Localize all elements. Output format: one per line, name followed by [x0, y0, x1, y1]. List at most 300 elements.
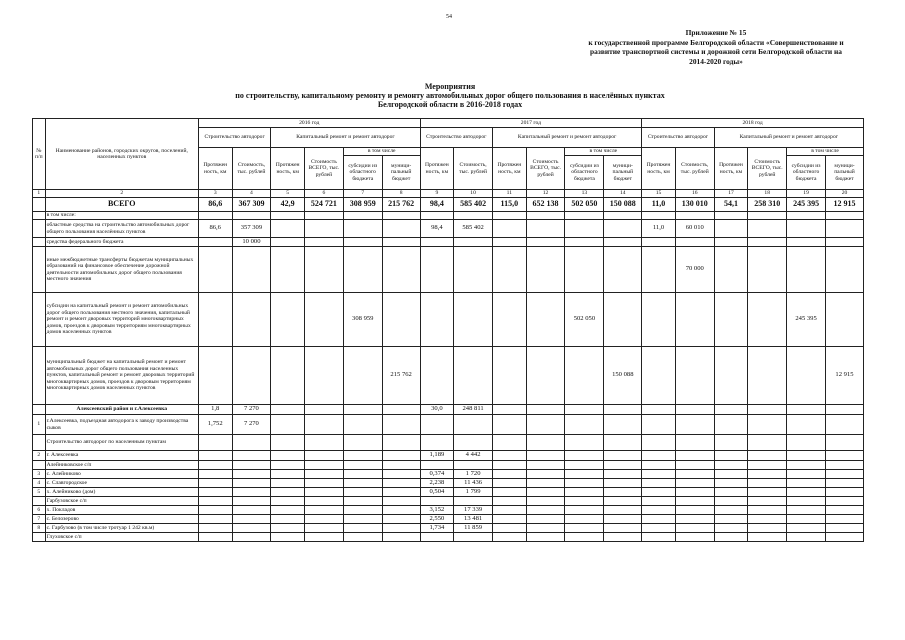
table-row	[33, 220, 864, 238]
table-cell	[714, 470, 748, 479]
table-cell	[604, 451, 642, 461]
table-cell	[826, 479, 864, 488]
table-cell	[232, 461, 271, 470]
table-cell	[826, 451, 864, 461]
table-cell	[493, 488, 527, 497]
table-cell	[526, 293, 565, 347]
table-cell	[826, 238, 864, 247]
table-cell	[232, 488, 271, 497]
table-cell	[826, 524, 864, 533]
table-cell: 7 270	[232, 405, 271, 415]
row-number	[33, 198, 46, 212]
table-cell	[343, 405, 382, 415]
table-cell	[420, 533, 454, 542]
column-number: 3	[198, 190, 232, 198]
table-cell	[748, 451, 787, 461]
table-cell	[787, 479, 826, 488]
table-cell	[198, 451, 232, 461]
table-cell	[748, 524, 787, 533]
table-cell	[198, 212, 232, 220]
row-number	[33, 212, 46, 220]
table-cell	[748, 347, 787, 405]
row-label: ВСЕГО	[45, 198, 198, 212]
table-cell	[565, 488, 604, 497]
table-cell: 13 481	[454, 515, 493, 524]
column-number: 7	[343, 190, 382, 198]
table-cell	[382, 533, 420, 542]
table-cell	[420, 238, 454, 247]
table-cell	[493, 293, 527, 347]
table-cell	[382, 405, 420, 415]
table-cell: 12 915	[826, 347, 864, 405]
table-cell	[787, 220, 826, 238]
table-cell	[787, 451, 826, 461]
table-cell	[232, 479, 271, 488]
table-cell	[526, 212, 565, 220]
table-row	[33, 212, 864, 220]
table-cell	[271, 435, 305, 451]
table-cell	[454, 415, 493, 435]
row-number: 1	[33, 415, 46, 435]
table-cell	[826, 415, 864, 435]
header-cost: Стоимость, тыс. рублей	[232, 148, 271, 190]
table-cell	[748, 293, 787, 347]
header-municipal: муници-пальный бюджет	[826, 156, 864, 190]
row-label: средства федерального бюджета	[45, 238, 198, 247]
table-cell	[714, 435, 748, 451]
table-cell	[642, 212, 676, 220]
table-cell	[748, 405, 787, 415]
table-cell	[271, 506, 305, 515]
column-number: 8	[382, 190, 420, 198]
table-cell	[787, 497, 826, 506]
header-repair: Капитальный ремонт и ремонт автодорог	[714, 128, 863, 148]
table-cell: 30,0	[420, 405, 454, 415]
table-cell: 86,6	[198, 198, 232, 212]
table-cell	[382, 435, 420, 451]
table-cell: 86,6	[198, 220, 232, 238]
table-cell	[748, 497, 787, 506]
table-cell: 115,0	[493, 198, 527, 212]
table-cell	[271, 461, 305, 470]
table-cell: 524 721	[304, 198, 343, 212]
table-cell: 0,504	[420, 488, 454, 497]
table-cell	[675, 506, 714, 515]
row-number: 5	[33, 488, 46, 497]
table-cell	[382, 479, 420, 488]
table-cell	[493, 405, 527, 415]
table-cell	[714, 212, 748, 220]
table-cell	[565, 461, 604, 470]
table-cell	[198, 238, 232, 247]
table-cell: 150 088	[604, 198, 642, 212]
header-construction: Строительство автодорог	[420, 128, 492, 148]
row-number: 4	[33, 479, 46, 488]
table-cell	[565, 435, 604, 451]
table-cell: 70 000	[675, 247, 714, 293]
table-cell	[271, 451, 305, 461]
table-cell	[304, 479, 343, 488]
table-cell	[304, 238, 343, 247]
table-cell: 3,152	[420, 506, 454, 515]
table-cell	[604, 247, 642, 293]
row-number: 6	[33, 506, 46, 515]
table-cell	[526, 497, 565, 506]
table-cell	[714, 488, 748, 497]
table-cell	[420, 497, 454, 506]
table-cell	[493, 451, 527, 461]
header-subsidy: субсидии из областного бюджета	[787, 156, 826, 190]
table-cell	[748, 506, 787, 515]
table-cell	[604, 435, 642, 451]
table-cell	[642, 435, 676, 451]
row-label: г. Алексеевка	[45, 451, 198, 461]
table-cell	[198, 293, 232, 347]
table-cell	[642, 524, 676, 533]
table-cell	[493, 470, 527, 479]
table-cell	[748, 470, 787, 479]
table-cell	[304, 515, 343, 524]
measures-table	[32, 118, 864, 542]
table-cell	[343, 506, 382, 515]
table-cell	[642, 533, 676, 542]
table-cell	[343, 533, 382, 542]
table-cell	[565, 220, 604, 238]
table-cell	[271, 479, 305, 488]
table-cell	[675, 515, 714, 524]
row-label: с. Гарбузово (в том числе тротуар 1 242 кв.м)	[45, 524, 198, 533]
table-cell	[714, 347, 748, 405]
table-cell	[714, 405, 748, 415]
table-cell	[748, 238, 787, 247]
row-label: с. Белозерово	[45, 515, 198, 524]
table-cell	[198, 470, 232, 479]
row-number	[33, 220, 46, 238]
table-cell	[343, 247, 382, 293]
row-label: с. Славгородское	[45, 479, 198, 488]
table-cell	[826, 497, 864, 506]
row-label: г.Алексеевка, подъездная автодорога к заводу производства сыков	[45, 415, 198, 435]
table-cell	[493, 238, 527, 247]
table-cell	[304, 415, 343, 435]
table-cell: 502 050	[565, 198, 604, 212]
table-cell	[714, 247, 748, 293]
table-cell	[343, 435, 382, 451]
table-cell	[675, 488, 714, 497]
column-number: 18	[748, 190, 787, 198]
table-cell	[642, 247, 676, 293]
header-cost: Стоимость, тыс. рублей	[454, 148, 493, 190]
column-number: 14	[604, 190, 642, 198]
table-cell	[642, 506, 676, 515]
table-cell	[271, 247, 305, 293]
table-cell	[493, 347, 527, 405]
table-cell	[787, 470, 826, 479]
table-cell	[198, 488, 232, 497]
table-cell: 502 050	[565, 293, 604, 347]
total-row	[33, 198, 864, 212]
table-cell	[382, 220, 420, 238]
table-cell	[642, 451, 676, 461]
table-cell	[304, 506, 343, 515]
table-cell	[675, 470, 714, 479]
row-number	[33, 347, 46, 405]
table-cell	[382, 415, 420, 435]
table-cell	[748, 220, 787, 238]
table-cell	[787, 238, 826, 247]
table-cell	[198, 506, 232, 515]
table-cell	[454, 435, 493, 451]
table-cell	[826, 506, 864, 515]
table-cell	[748, 461, 787, 470]
table-cell	[604, 461, 642, 470]
header-repair: Капитальный ремонт и ремонт автодорог	[271, 128, 420, 148]
table-cell	[232, 533, 271, 542]
table-row	[33, 470, 864, 479]
table-cell	[565, 470, 604, 479]
table-cell	[748, 247, 787, 293]
table-cell	[493, 247, 527, 293]
table-cell	[826, 293, 864, 347]
table-cell	[382, 238, 420, 247]
table-cell	[604, 220, 642, 238]
table-cell	[604, 479, 642, 488]
table-cell	[343, 212, 382, 220]
table-cell	[526, 488, 565, 497]
table-cell	[304, 524, 343, 533]
table-cell	[271, 488, 305, 497]
table-cell	[748, 479, 787, 488]
header-length: Протяжен ность, км	[642, 148, 676, 190]
table-cell	[454, 347, 493, 405]
table-cell: 54,1	[714, 198, 748, 212]
table-cell	[787, 461, 826, 470]
row-label: х. Алейниково (дом)	[45, 488, 198, 497]
table-cell	[304, 220, 343, 238]
table-cell	[493, 533, 527, 542]
table-cell	[675, 479, 714, 488]
table-cell	[714, 479, 748, 488]
table-row	[33, 415, 864, 435]
table-cell	[232, 212, 271, 220]
table-cell	[642, 405, 676, 415]
document-title	[170, 82, 730, 109]
table-cell	[826, 533, 864, 542]
table-cell	[382, 515, 420, 524]
table-cell: 258 310	[748, 198, 787, 212]
table-cell: 1 799	[454, 488, 493, 497]
table-cell	[304, 347, 343, 405]
table-cell	[454, 533, 493, 542]
table-cell: 12 915	[826, 198, 864, 212]
table-cell	[675, 415, 714, 435]
row-label: Глуховское с/п	[45, 533, 198, 542]
table-cell	[714, 533, 748, 542]
table-cell	[271, 497, 305, 506]
table-cell	[343, 451, 382, 461]
table-cell	[304, 247, 343, 293]
table-cell	[526, 247, 565, 293]
table-cell	[604, 293, 642, 347]
table-cell	[826, 461, 864, 470]
table-cell	[714, 461, 748, 470]
header-total-cost: Стоимость ВСЕГО, тыс. рублей	[304, 148, 343, 190]
header-repair: Капитальный ремонт и ремонт автодорог	[493, 128, 642, 148]
table-cell	[675, 435, 714, 451]
table-cell	[382, 524, 420, 533]
table-cell	[714, 451, 748, 461]
table-cell	[604, 497, 642, 506]
table-cell	[787, 515, 826, 524]
table-row	[33, 497, 864, 506]
header-cost: Стоимость, тыс. рублей	[675, 148, 714, 190]
table-cell	[604, 506, 642, 515]
header-length: Протяжен ность, км	[420, 148, 454, 190]
table-cell	[565, 515, 604, 524]
table-cell	[382, 293, 420, 347]
table-cell	[382, 488, 420, 497]
table-cell	[304, 405, 343, 415]
table-cell	[675, 293, 714, 347]
row-number: 7	[33, 515, 46, 524]
table-cell: 7 270	[232, 415, 271, 435]
table-cell	[526, 451, 565, 461]
table-cell	[420, 212, 454, 220]
table-cell	[675, 497, 714, 506]
table-cell	[675, 405, 714, 415]
table-cell	[304, 470, 343, 479]
table-cell	[493, 524, 527, 533]
table-cell	[526, 524, 565, 533]
column-number: 10	[454, 190, 493, 198]
table-cell	[271, 533, 305, 542]
table-cell	[787, 247, 826, 293]
table-cell	[454, 293, 493, 347]
table-cell	[675, 533, 714, 542]
table-cell	[526, 470, 565, 479]
column-number: 2	[45, 190, 198, 198]
column-number: 16	[675, 190, 714, 198]
table-cell	[826, 405, 864, 415]
column-number: 1	[33, 190, 46, 198]
table-cell	[198, 497, 232, 506]
table-cell	[232, 497, 271, 506]
table-cell	[271, 347, 305, 405]
column-number: 19	[787, 190, 826, 198]
table-cell	[420, 347, 454, 405]
header-name: Наименование районов, городских округов, поселений, населенных пунктов	[45, 119, 198, 190]
table-cell	[675, 347, 714, 405]
table-cell	[232, 451, 271, 461]
row-label: Гарбузовское с/п	[45, 497, 198, 506]
table-cell: 11 859	[454, 524, 493, 533]
table-cell	[382, 506, 420, 515]
table-cell	[714, 293, 748, 347]
table-cell	[565, 533, 604, 542]
table-cell	[271, 238, 305, 247]
table-cell	[454, 238, 493, 247]
table-cell: 1,189	[420, 451, 454, 461]
table-cell	[382, 470, 420, 479]
table-cell	[787, 405, 826, 415]
table-cell	[454, 461, 493, 470]
header-including: в том числе	[787, 148, 864, 156]
header-total-cost: Стоимость ВСЕГО, тыс. рублей	[748, 148, 787, 190]
table-row	[33, 347, 864, 405]
table-cell	[787, 415, 826, 435]
table-cell	[343, 347, 382, 405]
table-cell	[232, 293, 271, 347]
table-cell	[271, 405, 305, 415]
header-construction: Строительство автодорог	[198, 128, 270, 148]
table-cell	[565, 405, 604, 415]
table-cell	[826, 488, 864, 497]
table-cell	[382, 461, 420, 470]
table-cell: 0,374	[420, 470, 454, 479]
table-cell	[271, 212, 305, 220]
table-cell	[232, 470, 271, 479]
row-label: в том числе:	[45, 212, 198, 220]
table-cell	[565, 347, 604, 405]
row-label: Алейниковское с/п	[45, 461, 198, 470]
table-cell	[787, 347, 826, 405]
table-cell	[826, 220, 864, 238]
table-cell	[748, 488, 787, 497]
header-length: Протяжен ность, км	[271, 148, 305, 190]
title-line: Белгородской области в 2016-2018 годах	[377, 100, 523, 109]
table-cell: 11 436	[454, 479, 493, 488]
table-cell	[271, 524, 305, 533]
header-subsidy: субсидии из областного бюджета	[565, 156, 604, 190]
row-number: 2	[33, 451, 46, 461]
table-cell	[343, 238, 382, 247]
header-total-cost: Стоимость ВСЕГО, тыс. рублей	[526, 148, 565, 190]
table-cell	[493, 497, 527, 506]
table-cell	[304, 293, 343, 347]
row-number	[33, 533, 46, 542]
table-cell	[420, 435, 454, 451]
column-number: 17	[714, 190, 748, 198]
table-cell	[642, 347, 676, 405]
column-number: 15	[642, 190, 676, 198]
table-cell: 42,9	[271, 198, 305, 212]
table-cell	[526, 405, 565, 415]
table-cell: 98,4	[420, 198, 454, 212]
table-row	[33, 488, 864, 497]
table-cell	[271, 293, 305, 347]
table-cell: 367 309	[232, 198, 271, 212]
row-number	[33, 435, 46, 451]
table-cell	[826, 515, 864, 524]
table-cell: 215 762	[382, 198, 420, 212]
table-cell	[304, 451, 343, 461]
table-cell	[271, 220, 305, 238]
table-cell	[493, 220, 527, 238]
table-cell	[493, 461, 527, 470]
table-cell: 585 402	[454, 198, 493, 212]
column-number: 9	[420, 190, 454, 198]
table-cell	[826, 470, 864, 479]
table-cell	[787, 212, 826, 220]
table-cell	[675, 212, 714, 220]
table-cell: 2,238	[420, 479, 454, 488]
table-cell	[271, 415, 305, 435]
table-cell	[420, 415, 454, 435]
table-cell	[826, 247, 864, 293]
table-cell	[714, 238, 748, 247]
row-number	[33, 497, 46, 506]
table-cell	[304, 497, 343, 506]
